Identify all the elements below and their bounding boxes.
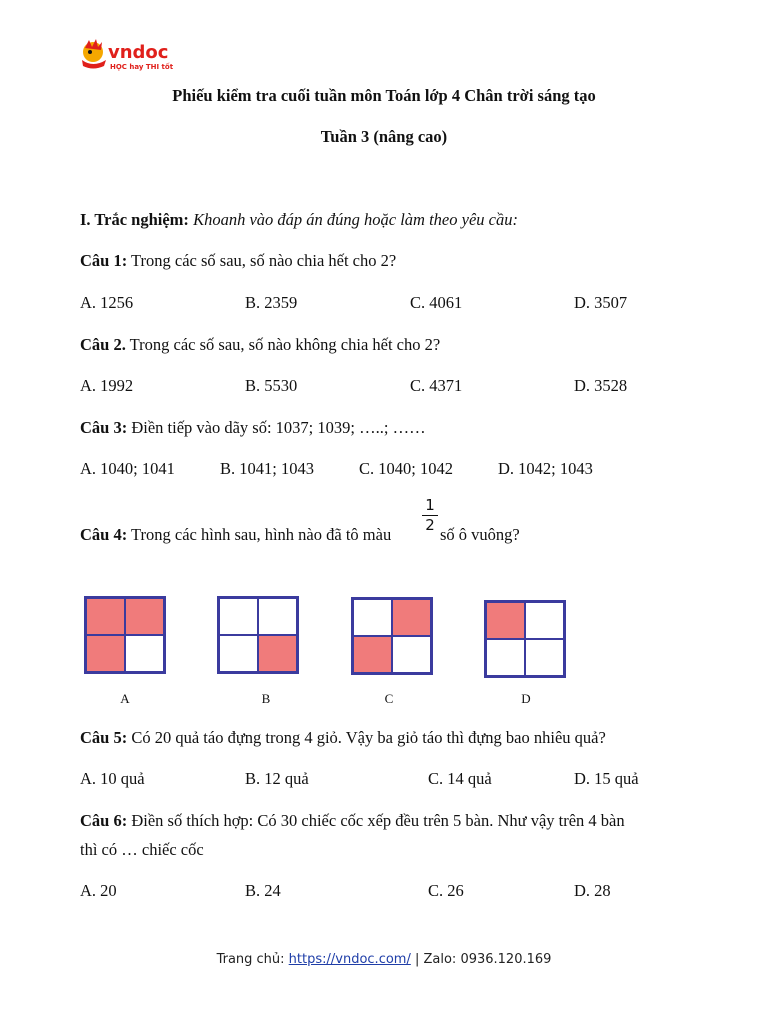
question-label: Câu 2. [80, 335, 126, 354]
shape-label: B [261, 691, 271, 706]
shape-c[interactable] [351, 597, 433, 675]
shape-b[interactable] [217, 596, 299, 674]
grid-cell-filled [86, 598, 125, 635]
vndoc-logo[interactable] [80, 38, 180, 72]
option-c[interactable]: C. 1040; 1042 [359, 459, 453, 478]
vndoc-logo-graphic [80, 38, 180, 72]
option-a[interactable]: A. 10 quả [80, 769, 145, 788]
option-b[interactable]: B. 1041; 1043 [220, 459, 314, 478]
section-heading [80, 210, 518, 230]
option-b[interactable]: B. 24 [245, 881, 281, 900]
grid-cell [486, 639, 525, 676]
option-d[interactable]: D. 15 quả [574, 769, 639, 788]
question-text: Trong các hình sau, hình nào đã tô màu [131, 525, 392, 544]
grid-cell-filled [392, 599, 431, 636]
question-4-tail: số ô vuông? [440, 525, 520, 544]
option-a[interactable]: A. 1040; 1041 [80, 459, 175, 478]
option-a[interactable]: A. 20 [80, 881, 117, 900]
footer-prefix: Trang chủ: [216, 952, 289, 967]
grid-cell [525, 639, 564, 676]
fraction-denominator: 2 [425, 516, 435, 534]
question-6 [80, 811, 625, 831]
question-label: Câu 6: [80, 811, 128, 830]
question-text: Điền số thích hợp: Có 30 chiếc cốc xếp đều trên 5 bàn. Như vậy trên 4 bàn [131, 811, 625, 830]
grid-cell [219, 635, 258, 672]
page-subtitle: Tuần 3 (nâng cao) [320, 127, 448, 146]
fraction-numerator: 1 [425, 496, 435, 514]
shape-d[interactable] [484, 600, 566, 678]
option-d[interactable]: D. 1042; 1043 [498, 459, 593, 478]
question-label: Câu 1: [80, 251, 128, 270]
section-label: I. Trắc nghiệm: [80, 210, 189, 229]
option-a[interactable]: A. 1992 [80, 376, 134, 395]
option-c[interactable]: C. 14 quả [428, 769, 492, 788]
footer-contact: | Zalo: 0936.120.169 [410, 952, 552, 967]
grid-cell-filled [486, 602, 525, 639]
grid-cell-filled [258, 635, 297, 672]
q3-options [0, 459, 768, 481]
question-text: Trong các số sau, số nào chia hết cho 2? [131, 251, 397, 270]
q1-options [0, 293, 768, 315]
option-b[interactable]: B. 2359 [245, 293, 298, 312]
homepage-link[interactable]: https://vndoc.com/ [288, 952, 411, 967]
section-instruction: Khoanh vào đáp án đúng hoặc làm theo yêu cầu: [193, 210, 518, 229]
shape-a[interactable] [84, 596, 166, 674]
option-c[interactable]: C. 4061 [410, 293, 463, 312]
question-text: Có 20 quả táo đựng trong 4 giỏ. Vậy ba giỏ táo thì đựng bao nhiêu quả? [131, 728, 606, 747]
question-2 [80, 335, 440, 355]
option-b[interactable]: B. 5530 [245, 376, 298, 395]
q6-options [0, 881, 768, 903]
fraction-one-half [422, 497, 438, 534]
grid-cell-filled [125, 598, 164, 635]
page-title: Phiếu kiểm tra cuối tuần môn Toán lớp 4 Chân trời sáng tạo [172, 86, 596, 105]
question-1 [80, 251, 396, 271]
shape-label: C [384, 691, 394, 706]
grid-cell [353, 599, 392, 636]
grid-cell-filled [353, 636, 392, 673]
question-3 [80, 418, 426, 438]
q5-options [0, 769, 768, 791]
grid-cell [258, 598, 297, 635]
svg-text:HỌC hay THI tốt: HỌC hay THI tốt [110, 63, 174, 71]
question-text: Trong các số sau, số nào không chia hết cho 2? [129, 335, 441, 354]
option-c[interactable]: C. 4371 [410, 376, 463, 395]
svg-text:vndoc: vndoc [108, 42, 169, 63]
grid-cell [125, 635, 164, 672]
question-label: Câu 4: [80, 525, 128, 544]
question-4 [80, 525, 391, 545]
shape-label: D [521, 691, 531, 706]
q2-options [0, 376, 768, 398]
question-text: Điền tiếp vào dãy số: 1037; 1039; …..; …… [131, 418, 426, 437]
option-d[interactable]: D. 3507 [574, 293, 628, 312]
shape-label: A [120, 691, 130, 706]
option-c[interactable]: C. 26 [428, 881, 464, 900]
question-label: Câu 5: [80, 728, 128, 747]
question-label: Câu 3: [80, 418, 128, 437]
option-a[interactable]: A. 1256 [80, 293, 134, 312]
question-6-continued: thì có … chiếc cốc [80, 840, 204, 859]
grid-cell [392, 636, 431, 673]
option-d[interactable]: D. 28 [574, 881, 611, 900]
grid-cell [525, 602, 564, 639]
grid-cell [219, 598, 258, 635]
option-b[interactable]: B. 12 quả [245, 769, 309, 788]
option-d[interactable]: D. 3528 [574, 376, 628, 395]
question-5 [80, 728, 606, 748]
grid-cell-filled [86, 635, 125, 672]
page-footer [0, 952, 768, 967]
